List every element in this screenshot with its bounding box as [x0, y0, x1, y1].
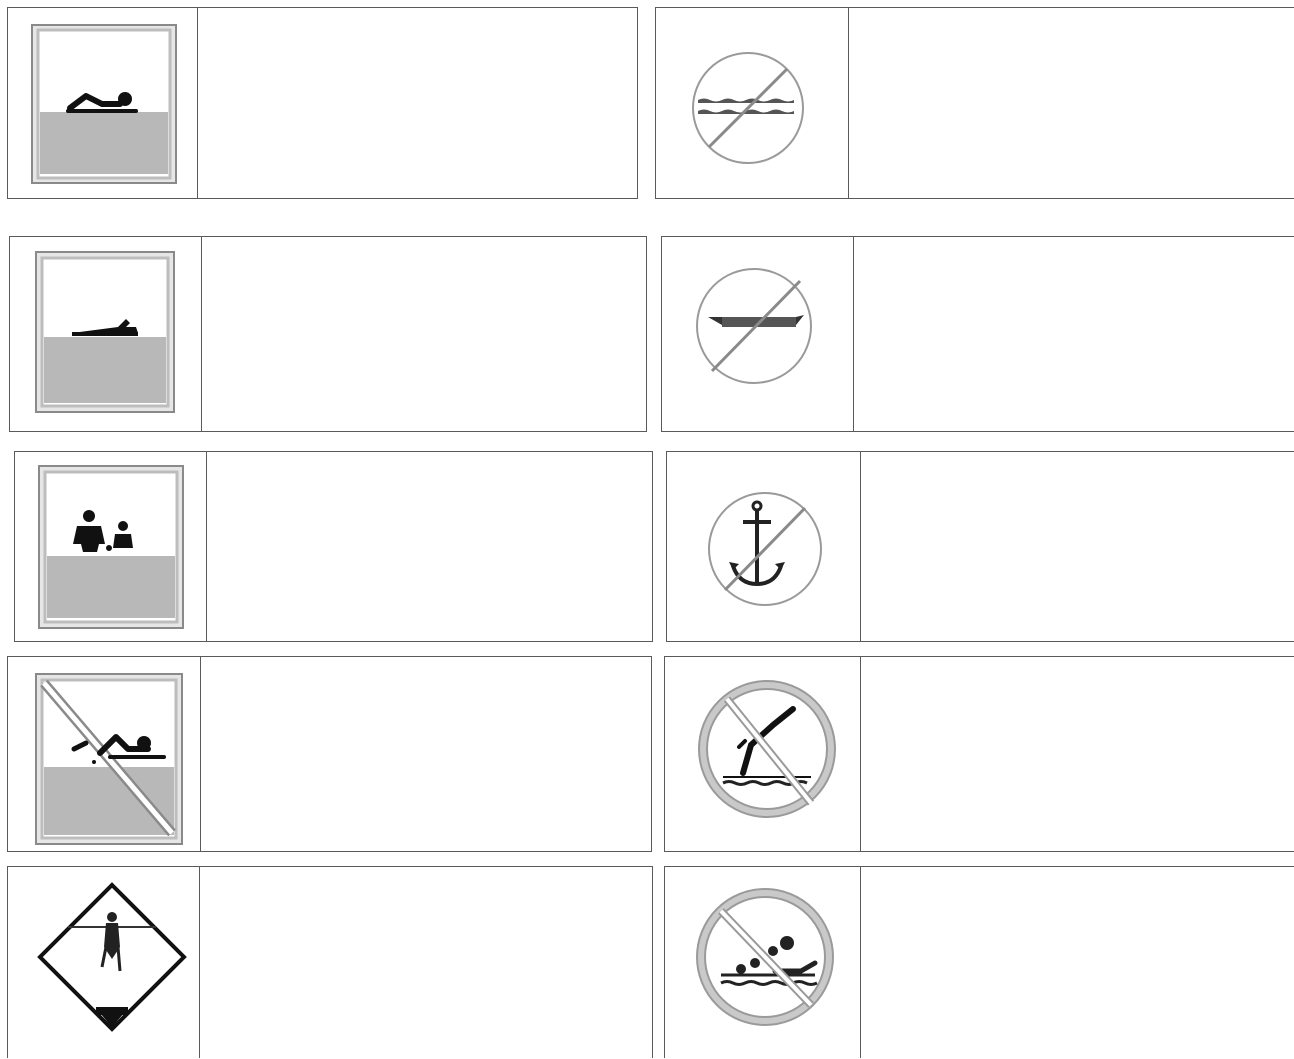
hazard-underwater-icon	[8, 867, 200, 1059]
icon-cell	[667, 452, 861, 641]
swimming-permitted-icon	[8, 8, 198, 200]
sign-row-2-right	[661, 236, 1294, 432]
icon-cell	[656, 8, 849, 198]
sign-description	[202, 237, 646, 431]
wading-permitted-icon	[15, 452, 207, 643]
sign-description	[854, 237, 1294, 431]
no-diving-icon	[665, 657, 861, 853]
icon-cell	[665, 867, 861, 1058]
sign-description	[200, 867, 652, 1058]
sign-description	[861, 657, 1294, 851]
sign-description	[849, 8, 1294, 198]
sign-description	[198, 8, 637, 198]
no-anchoring-icon	[667, 452, 861, 643]
icon-cell	[665, 657, 861, 851]
icon-cell	[8, 8, 198, 198]
sign-description	[201, 657, 651, 851]
icon-cell	[15, 452, 207, 641]
no-rocks-swimming-icon	[665, 867, 861, 1059]
no-boating-icon	[662, 237, 854, 433]
icon-cell	[10, 237, 202, 431]
sign-row-1-right	[655, 7, 1294, 199]
sign-row-2-left	[9, 236, 647, 432]
sign-row-5-left	[7, 866, 653, 1058]
sign-description	[207, 452, 652, 641]
icon-cell	[662, 237, 854, 431]
sign-row-4-left	[7, 656, 652, 852]
sign-row-5-right	[664, 866, 1294, 1058]
sign-row-3-right	[666, 451, 1294, 642]
sign-description	[861, 867, 1294, 1058]
sign-row-3-left	[14, 451, 653, 642]
icon-cell	[8, 657, 201, 851]
sign-row-1-left	[7, 7, 638, 199]
boating-permitted-icon	[10, 237, 202, 433]
no-swimming-diagonal-icon	[8, 657, 201, 853]
no-swimming-icon	[656, 8, 849, 200]
sign-row-4-right	[664, 656, 1294, 852]
sign-description	[861, 452, 1294, 641]
icon-cell	[8, 867, 200, 1058]
